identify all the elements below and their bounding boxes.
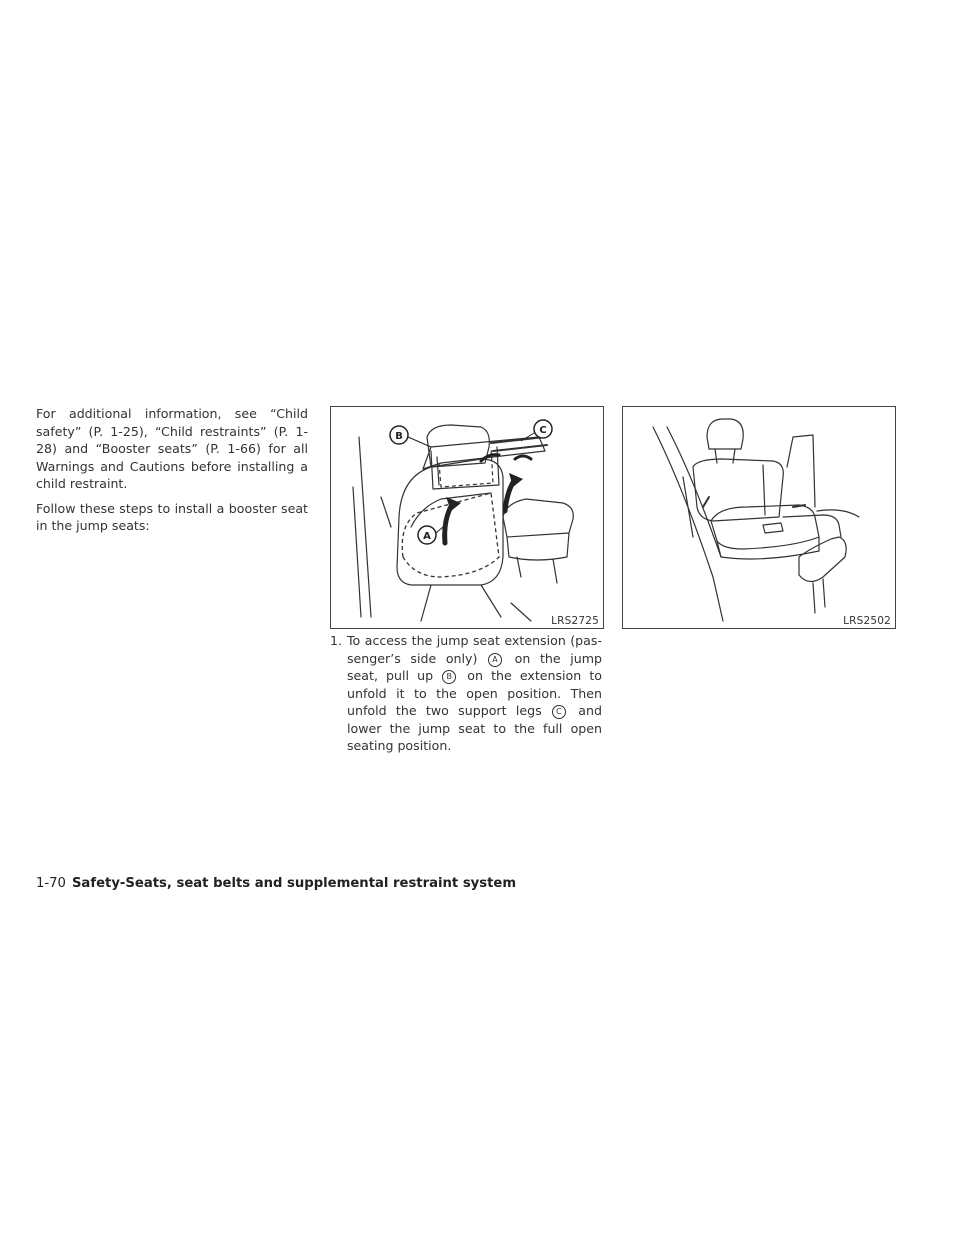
intro-column xyxy=(36,405,308,542)
figure-code: LRS2502 xyxy=(843,615,891,627)
jump-seat-extension-illustration xyxy=(331,407,603,628)
intro-paragraph-references: For additional information, see “Child safety” (P. 1-25), “Child restraints” (P. 1-28) and “Booster seats” (P. 1-66) for all Warnings and Cautions before installing a child restraint. xyxy=(36,406,308,491)
callout-a-label: A xyxy=(423,531,431,542)
page-footer xyxy=(36,876,516,891)
figure-code: LRS2725 xyxy=(551,615,599,627)
page-number: 1-70 xyxy=(36,876,66,891)
intro-paragraph-steps: Follow these steps to install a booster seat in the jump seats: xyxy=(36,500,308,533)
section-title: Safety-Seats, seat belts and supplemental restraint system xyxy=(71,876,517,891)
step-text-part-4: and lower the jump seat to the full open seating position. xyxy=(347,703,602,753)
callout-c-label: C xyxy=(539,425,547,436)
step-text-part-2: on the jump seat, pull up xyxy=(347,650,602,683)
step-text-part-1: To access the jump seat extension (pas-senger’s side only) xyxy=(347,633,602,666)
callout-b-ref: B xyxy=(442,670,456,684)
figure-jump-seat-extension xyxy=(330,406,604,629)
step-text xyxy=(347,632,602,755)
callout-a-ref: A xyxy=(488,653,502,667)
callout-c-ref: C xyxy=(552,705,566,719)
jump-seat-open-illustration xyxy=(623,407,895,628)
step-text-part-3: on the extension to unfold it to the open position. Then unfold the two support legs xyxy=(347,668,602,718)
callout-a-marker xyxy=(418,526,443,544)
step-number: 1. xyxy=(330,633,343,648)
callout-b-label: B xyxy=(395,431,403,442)
step-1 xyxy=(330,632,602,755)
callout-b-marker xyxy=(390,426,431,447)
figure-jump-seat-open xyxy=(622,406,896,629)
